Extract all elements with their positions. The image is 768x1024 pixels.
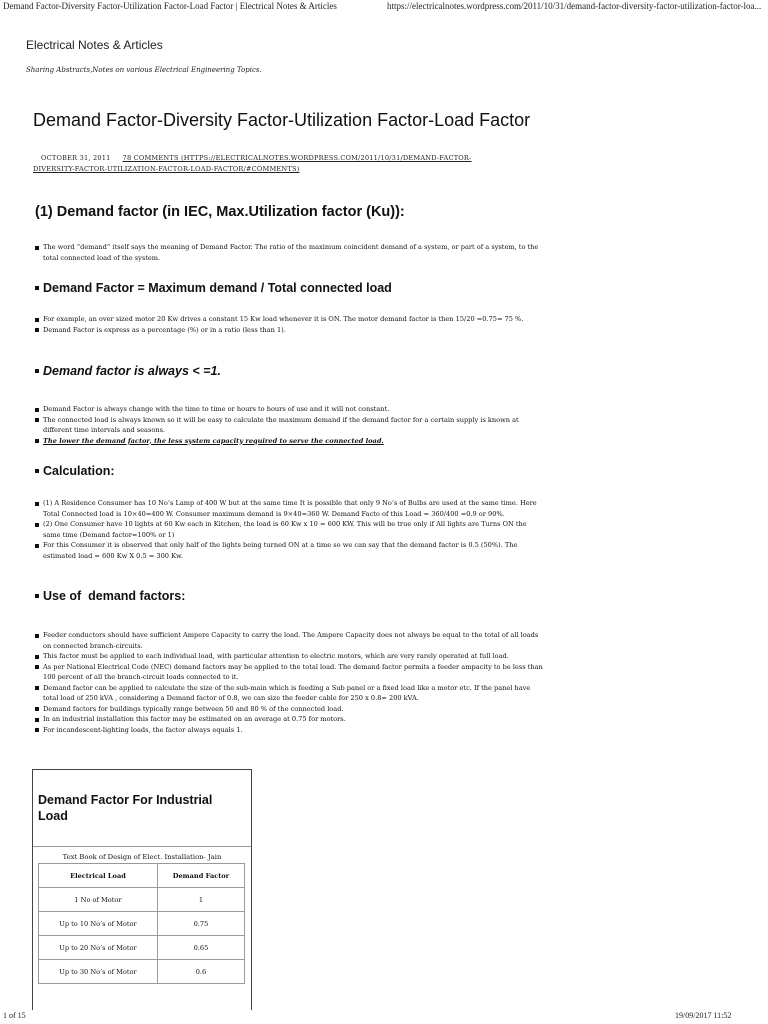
demand-factor-table xyxy=(38,863,245,984)
section-heading-use xyxy=(35,589,185,603)
table-header-row xyxy=(39,864,245,888)
print-timestamp: 19/09/2017 11:52 xyxy=(675,1011,732,1020)
table-row xyxy=(39,912,245,936)
section-heading-always xyxy=(35,364,221,378)
col-header-factor: Demand Factor xyxy=(157,864,244,888)
section4-list xyxy=(35,498,545,561)
list-item: For example, an over sized motor 20 Kw drives a constant 15 Kw load whenever it is ON. The motor demand factor is then 15/20 =0.75= 75 %. xyxy=(35,314,545,325)
table-row xyxy=(39,936,245,960)
table-row xyxy=(39,888,245,912)
list-item: In an industrial installation this factor may be estimated on an average at 0.75 for motors. xyxy=(35,714,545,725)
list-item: The connected load is always known so it will be easy to calculate the maximum demand if the demand factor for a certain supply is known at different time intervals and seasons. xyxy=(35,415,545,436)
post-meta xyxy=(33,153,543,175)
bullet-icon xyxy=(35,286,39,290)
list-item: For this Consumer it is observed that only half of the lights being turned ON at a time so we can say that the demand factor is 0.5 (50%). The estimated load = 600 Kw X 0.5 = 300 Kw. xyxy=(35,540,545,561)
table-cell: 0.65 xyxy=(157,936,244,960)
table-row xyxy=(39,960,245,984)
section-heading-formula xyxy=(35,281,392,295)
table-title: Demand Factor For Industrial Load xyxy=(38,793,213,823)
always-text: Demand factor is always < =1. xyxy=(43,364,221,378)
list-item: Demand factors for buildings typically range between 50 and 80 % of the connected load. xyxy=(35,704,545,715)
site-title[interactable]: Electrical Notes & Articles xyxy=(26,38,163,52)
use-text: Use of demand factors: xyxy=(43,589,186,603)
list-item: This factor must be applied to each individual load, with particular attention to electric motors, which are very rarely operated at full load. xyxy=(35,651,545,662)
table-cell: Up to 10 No’s of Motor xyxy=(39,912,158,936)
table-source: Text Book of Design of Elect. Installation- Jain xyxy=(33,846,251,861)
section5-list xyxy=(35,630,545,735)
list-item: Demand Factor is always change with the time to time or hours to hours of use and it will not constant. xyxy=(35,404,545,415)
post-date: OCTOBER 31, 2011 xyxy=(41,154,111,162)
list-item: The lower the demand factor, the less system capacity required to serve the connected load. xyxy=(35,436,545,447)
comments-link[interactable]: 78 COMMENTS (HTTPS://ELECTRICALNOTES.WORDPRESS.COM/2011/10/31/DEMAND-FACTOR- xyxy=(122,154,472,162)
list-item: (2) One Consumer have 10 lights at 60 Kw each in Kitchen, the load is 60 Kw x 10 = 600 KW. This will be true only if All lights are Turns ON the same time (Demand factor=100% or 1) xyxy=(35,519,545,540)
post-title: Demand Factor-Diversity Factor-Utilization Factor-Load Factor xyxy=(33,110,531,130)
table-cell: Up to 30 No’s of Motor xyxy=(39,960,158,984)
section-heading-demand-factor: (1) Demand factor (in IEC, Max.Utilization factor (Ku)): xyxy=(35,204,405,220)
section2-list xyxy=(35,314,545,335)
section3-list xyxy=(35,404,545,446)
bullet-icon xyxy=(35,369,39,373)
table-cell: Up to 20 No’s of Motor xyxy=(39,936,158,960)
list-item: (1) A Residence Consumer has 10 No’s Lamp of 400 W but at the same time It is possible that only 9 No’s of Bulbs are used at the same time. Here Total Connected load is 10×40=400 W. Consumer maximum demand is 9×40=360 W. Demand Facto of this Load = 360/400 =0.9 or 90%. xyxy=(35,498,545,519)
table-cell: 1 No of Motor xyxy=(39,888,158,912)
page-number: 1 of 15 xyxy=(3,1011,26,1020)
bullet-icon xyxy=(35,594,39,598)
print-header-url: https://electricalnotes.wordpress.com/2011/10/31/demand-factor-diversity-factor-utilization-factor-loa... xyxy=(387,1,762,11)
section1-list xyxy=(35,242,545,263)
comments-link-continued[interactable]: DIVERSITY-FACTOR-UTILIZATION-FACTOR-LOAD-FACTOR/#COMMENTS) xyxy=(33,165,300,173)
calculation-text: Calculation: xyxy=(43,464,115,478)
list-item: Demand Factor is express as a percentage (%) or in a ratio (less than 1). xyxy=(35,325,545,336)
formula-text: Demand Factor = Maximum demand / Total connected load xyxy=(43,281,392,295)
demand-factor-table-box xyxy=(32,769,252,1010)
section-heading-calculation xyxy=(35,464,115,478)
list-item: For incandescent-lighting loads, the factor always equals 1. xyxy=(35,725,545,736)
list-item: The word “demand” itself says the meaning of Demand Factor. The ratio of the maximum coincident demand of a system, or part of a system, to the total connected load of the system. xyxy=(35,242,545,263)
table-cell: 1 xyxy=(157,888,244,912)
print-header-title: Demand Factor-Diversity Factor-Utilization Factor-Load Factor | Electrical Notes & Articles xyxy=(3,1,337,11)
list-item: Feeder conductors should have sufficient Ampere Capacity to carry the load. The Ampere Capacity does not always be equal to the total of all loads on connected branch-circuits. xyxy=(35,630,545,651)
table-cell: 0.75 xyxy=(157,912,244,936)
site-tagline: Sharing Abstracts,Notes on various Electrical Engineering Topics. xyxy=(26,66,262,74)
bullet-icon xyxy=(35,469,39,473)
list-item: As per National Electrical Code (NEC) demand factors may be applied to the total load. The demand factor permits a feeder ampacity to be less than 100 percent of all the branch-circuit loads connected to it. xyxy=(35,662,545,683)
list-item: Demand factor can be applied to calculate the size of the sub-main which is feeding a Sub panel or a fixed load like a motor etc. If the panel have total load of 250 kVA , considering a Demand factor of 0.8, we can size the feeder cable for 250 x 0.8= 200 kVA. xyxy=(35,683,545,704)
col-header-load: Electrical Load xyxy=(39,864,158,888)
table-cell: 0.6 xyxy=(157,960,244,984)
